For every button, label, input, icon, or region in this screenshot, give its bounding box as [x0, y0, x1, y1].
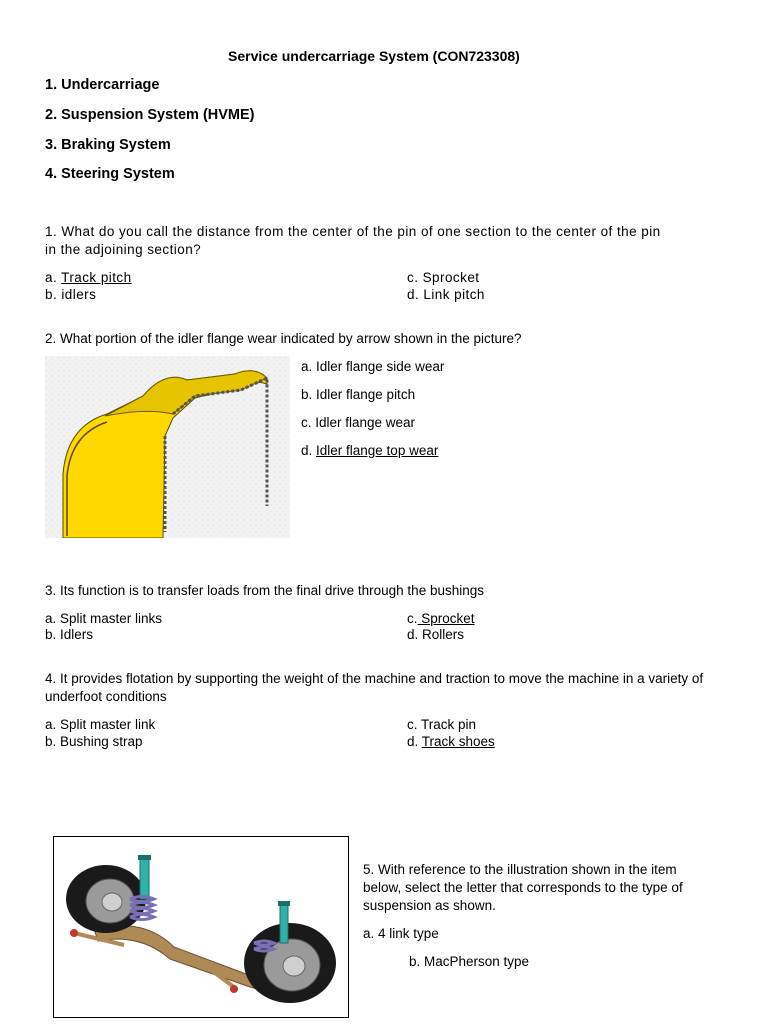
topic-undercarriage: 1. Undercarriage [45, 77, 160, 93]
q1-option-a-prefix: a. [45, 270, 62, 285]
q2-option-a: a. Idler flange side wear [301, 359, 445, 374]
suspension-drawing [54, 837, 347, 1016]
q5-question-line1: 5. With reference to the illustration shown in the item [363, 862, 677, 877]
q5-question-line3: suspension as shown. [363, 898, 496, 913]
page-title: Service undercarriage System (CON723308) [228, 48, 520, 64]
q2-option-d-answer: Idler flange top wear [316, 443, 439, 458]
q3-option-c [407, 611, 475, 626]
q3-option-a: a. Split master links [45, 611, 163, 626]
q3-option-d: d. Rollers [407, 627, 465, 642]
q1-option-c: c. Sprocket [407, 270, 480, 285]
q1-question-line1: 1. What do you call the distance from the center of the pin of one section to the center of the pin [45, 224, 661, 239]
q1-question-line2: in the adjoining section? [45, 242, 202, 257]
q1-option-a [45, 270, 132, 285]
q3-option-c-answer: Sprocket [417, 611, 475, 626]
q3-question: 3. Its function is to transfer loads from the final drive through the bushings [45, 583, 484, 598]
topic-braking: 3. Braking System [45, 137, 171, 153]
q2-option-b: b. Idler flange pitch [301, 387, 416, 402]
idler-flange-drawing [45, 356, 290, 538]
q4-option-b: b. Bushing strap [45, 734, 143, 749]
q2-option-d [301, 443, 438, 458]
topic-steering: 4. Steering System [45, 166, 175, 182]
suspension-illustration [53, 836, 349, 1018]
q4-option-c: c. Track pin [407, 717, 477, 732]
q5-question-line2: below, select the letter that corresponds to the type of [363, 880, 683, 895]
q3-option-c-prefix: c. [407, 611, 418, 626]
q4-question-line2: underfoot conditions [45, 689, 167, 704]
q5-option-a: a. 4 link type [363, 926, 439, 941]
q2-option-d-prefix: d. [301, 443, 317, 458]
q5-option-b: b. MacPherson type [409, 954, 530, 969]
q4-option-d [407, 734, 495, 749]
topic-suspension: 2. Suspension System (HVME) [45, 107, 255, 123]
q1-option-a-answer: Track pitch [61, 270, 132, 285]
q2-question: 2. What portion of the idler flange wear indicated by arrow shown in the picture? [45, 331, 522, 346]
q3-option-b: b. Idlers [45, 627, 94, 642]
idler-flange-illustration [45, 356, 290, 538]
q4-option-d-prefix: d. [407, 734, 422, 749]
q4-option-a: a. Split master link [45, 717, 156, 732]
q1-option-b: b. idlers [45, 287, 97, 302]
q4-option-d-answer: Track shoes [421, 734, 495, 749]
q1-option-d: d. Link pitch [407, 287, 485, 302]
q4-question-line1: 4. It provides flotation by supporting the weight of the machine and traction to move the machine in a variety of [45, 671, 704, 686]
q2-option-c: c. Idler flange wear [301, 415, 416, 430]
